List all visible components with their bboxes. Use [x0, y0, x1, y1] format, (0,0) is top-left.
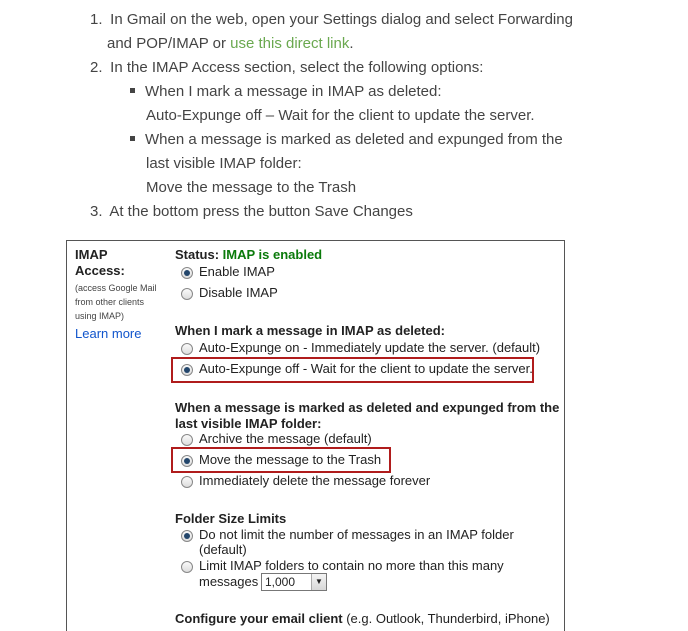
option-label: Auto-Expunge off - Wait for the client to update the server. — [199, 361, 533, 376]
radio-icon[interactable] — [181, 343, 193, 355]
step-number: 3. — [90, 203, 103, 220]
note-line: using IMAP) — [75, 311, 125, 321]
bullet-text: When a message is marked as deleted and expunged from the — [145, 131, 563, 148]
configure-heading: Configure your email client — [175, 611, 343, 626]
expunged-heading: last visible IMAP folder: — [175, 416, 322, 431]
step-number: 2. — [90, 59, 103, 76]
option-label: Immediately delete the message forever — [199, 473, 431, 488]
section-note — [75, 281, 165, 323]
radio-icon[interactable] — [181, 561, 193, 573]
radio-icon[interactable] — [181, 476, 193, 488]
step-text: In the IMAP Access section, select the following options: — [110, 59, 484, 76]
note-line: (access Google Mail — [75, 283, 157, 293]
step-3 — [90, 200, 413, 224]
step-text: At the bottom press the button Save Changes — [109, 203, 413, 220]
imap-access-label — [75, 247, 165, 341]
note-line: from other clients — [75, 297, 145, 307]
period: . — [349, 35, 354, 52]
delete-forever-option[interactable] — [175, 473, 475, 491]
configure-note: (e.g. Outlook, Thunderbird, iPhone) — [342, 611, 550, 626]
bullet-2-line-3: Move the message to the Trash — [146, 179, 357, 196]
step-number: 1. — [90, 11, 103, 28]
step-2 — [90, 56, 483, 80]
imap-settings-panel — [66, 240, 565, 631]
option-label: Archive the message (default) — [199, 431, 372, 446]
status-value: IMAP is enabled — [222, 247, 323, 262]
radio-icon[interactable] — [181, 288, 193, 300]
bullet-2-line-2: last visible IMAP folder: — [146, 155, 302, 172]
bullet-1 — [130, 80, 442, 104]
message-limit-select[interactable] — [261, 573, 327, 591]
dropdown-arrow-icon[interactable]: ▼ — [311, 574, 326, 590]
limit-option[interactable] — [175, 558, 555, 594]
option-label: (default) — [199, 542, 247, 557]
section-title: IMAP — [75, 247, 108, 262]
folder-size-heading: Folder Size Limits — [175, 511, 287, 526]
option-label: Move the message to the Trash — [199, 452, 382, 467]
option-label: messages — [199, 574, 259, 589]
status-label: Status: — [175, 247, 223, 262]
option-label: Do not limit the number of messages in an IMAP folder — [199, 527, 514, 542]
no-limit-option[interactable] — [175, 527, 555, 561]
move-to-trash-option[interactable] — [175, 452, 387, 470]
bullet-icon — [130, 136, 135, 141]
step-1 — [90, 8, 573, 32]
bullet-1-line-2: Auto-Expunge off – Wait for the client to update the server. — [146, 107, 535, 124]
step-text: In Gmail on the web, open your Settings dialog and select Forwarding — [110, 11, 573, 28]
option-label: Limit IMAP folders to contain no more than this many — [199, 558, 504, 573]
learn-more-link[interactable]: Learn more — [75, 326, 142, 341]
radio-selected-icon[interactable] — [181, 267, 193, 279]
deleted-heading: When I mark a message in IMAP as deleted: — [175, 323, 445, 338]
radio-icon[interactable] — [181, 434, 193, 446]
radio-selected-icon[interactable] — [181, 530, 193, 542]
step-text: and POP/IMAP or — [107, 35, 231, 52]
direct-link[interactable]: use this direct link — [230, 35, 350, 52]
expunged-heading: When a message is marked as deleted and expunged from the — [175, 400, 560, 415]
bullet-icon — [130, 88, 135, 93]
disable-imap-option[interactable] — [175, 285, 475, 303]
step-1-line-2 — [107, 32, 354, 56]
bullet-text: When I mark a message in IMAP as deleted: — [145, 83, 442, 100]
option-label: Auto-Expunge on - Immediately update the server. (default) — [199, 340, 541, 355]
radio-selected-icon[interactable] — [181, 364, 193, 376]
enable-imap-option[interactable] — [175, 264, 475, 282]
section-title: Access: — [75, 263, 125, 278]
select-value: 1,000 — [265, 575, 296, 589]
expunge-off-option[interactable] — [175, 361, 535, 379]
radio-selected-icon[interactable] — [181, 455, 193, 467]
status-line — [175, 247, 322, 262]
option-label: Enable IMAP — [199, 264, 275, 279]
configure-client-line — [175, 611, 550, 626]
option-label: Disable IMAP — [199, 285, 278, 300]
expunge-on-option[interactable] — [175, 340, 555, 358]
bullet-2 — [130, 128, 563, 152]
